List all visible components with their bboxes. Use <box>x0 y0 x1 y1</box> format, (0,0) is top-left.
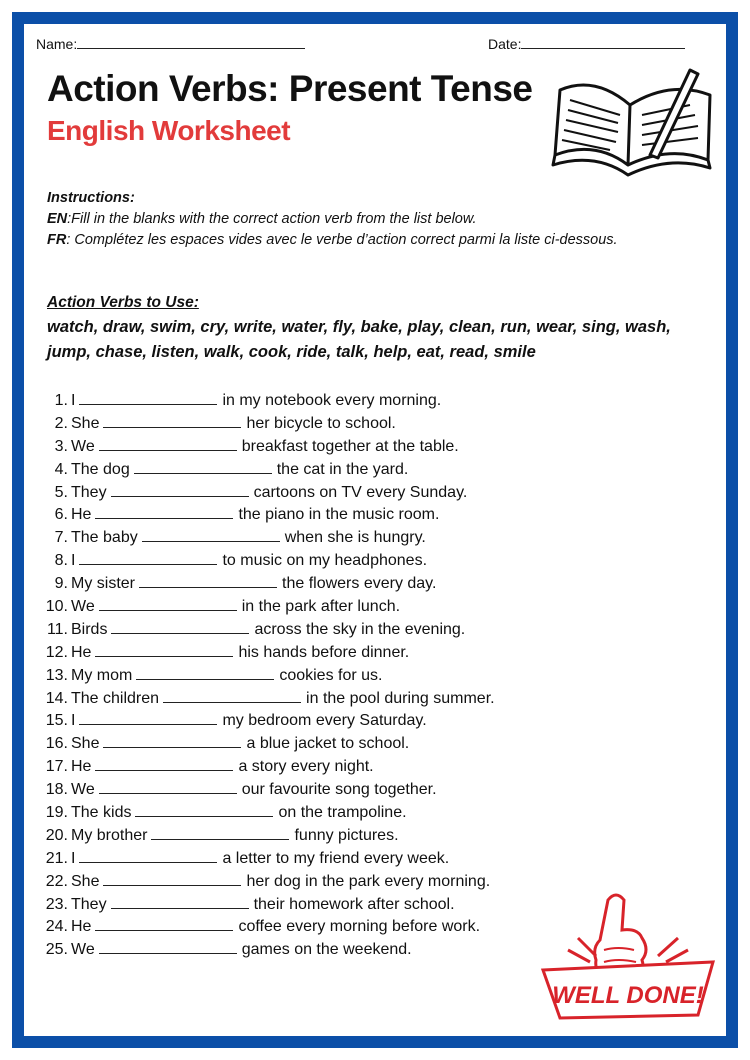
date-label: Date: <box>488 36 522 52</box>
item-subject: My brother <box>71 826 148 844</box>
exercise-item <box>40 573 495 596</box>
answer-blank[interactable] <box>99 939 237 954</box>
name-label: Name: <box>36 36 78 52</box>
item-rest: to music on my headphones. <box>222 552 428 570</box>
name-line[interactable] <box>77 36 305 49</box>
item-subject: I <box>71 712 76 730</box>
item-subject: They <box>71 895 107 913</box>
item-subject: The baby <box>71 529 138 547</box>
item-rest: in the park after lunch. <box>241 598 401 616</box>
name-field[interactable] <box>36 36 305 52</box>
exercise-item <box>40 504 495 527</box>
item-subject: The children <box>71 689 160 707</box>
item-number: 3. <box>54 437 68 455</box>
book-pen-icon <box>550 60 720 180</box>
date-line[interactable] <box>521 36 685 49</box>
answer-blank[interactable] <box>135 802 273 817</box>
item-subject: I <box>71 552 76 570</box>
exercise-item <box>40 710 495 733</box>
item-subject: They <box>71 483 107 501</box>
well-done-badge <box>538 890 718 1025</box>
answer-blank[interactable] <box>79 710 217 725</box>
exercise-item <box>40 733 495 756</box>
verb-bank-heading: Action Verbs to Use: <box>47 294 199 311</box>
answer-blank[interactable] <box>151 825 289 840</box>
item-rest: in the pool during summer. <box>306 689 495 707</box>
item-subject: He <box>71 918 92 936</box>
item-rest: games on the weekend. <box>241 941 412 959</box>
item-rest: cookies for us. <box>279 666 383 684</box>
item-number: 10. <box>45 598 68 616</box>
exercise-item <box>40 619 495 642</box>
answer-blank[interactable] <box>95 642 233 657</box>
answer-blank[interactable] <box>111 619 249 634</box>
item-number: 21. <box>45 849 68 867</box>
item-number: 23. <box>45 895 68 913</box>
item-rest: on the trampoline. <box>278 804 407 822</box>
en-text: :Fill in the blanks with the correct action verb from the list below. <box>67 211 477 227</box>
item-subject: We <box>71 941 95 959</box>
item-rest: across the sky in the evening. <box>254 620 466 638</box>
exercise-item <box>40 527 495 550</box>
exercise-item <box>40 665 495 688</box>
item-number: 25. <box>45 941 68 959</box>
answer-blank[interactable] <box>163 688 301 703</box>
exercise-item <box>40 596 495 619</box>
item-rest: coffee every morning before work. <box>238 918 481 936</box>
item-rest: the piano in the music room. <box>238 506 440 524</box>
exercise-item <box>40 390 495 413</box>
item-subject: I <box>71 392 76 409</box>
item-rest: when she is hungry. <box>284 529 426 547</box>
item-subject: We <box>71 437 95 455</box>
item-subject: We <box>71 598 95 616</box>
item-rest: his hands before dinner. <box>238 643 410 661</box>
item-rest: the cat in the yard. <box>276 460 409 478</box>
exercise-item <box>40 459 495 482</box>
item-subject: He <box>71 506 92 524</box>
item-rest: her bicycle to school. <box>246 414 396 432</box>
item-rest: funny pictures. <box>294 826 399 844</box>
exercise-item <box>40 756 495 779</box>
item-rest: in my notebook every morning. <box>222 392 442 409</box>
item-subject: We <box>71 781 95 799</box>
item-number: 4. <box>54 460 68 478</box>
date-field[interactable] <box>488 36 685 52</box>
instructions-en <box>47 209 618 230</box>
answer-blank[interactable] <box>99 779 237 794</box>
exercise-item <box>40 550 495 573</box>
exercise-item <box>40 916 495 939</box>
item-rest: cartoons on TV every Sunday. <box>253 483 468 501</box>
item-subject: She <box>71 872 100 890</box>
item-number: 1. <box>54 392 68 409</box>
item-number: 2. <box>54 414 68 432</box>
answer-blank[interactable] <box>136 665 274 680</box>
answer-blank[interactable] <box>95 916 233 931</box>
item-number: 12. <box>45 643 68 661</box>
item-number: 7. <box>54 529 68 547</box>
item-rest: a letter to my friend every week. <box>222 849 450 867</box>
item-number: 15. <box>45 712 68 730</box>
exercise-item <box>40 802 495 825</box>
item-rest: the flowers every day. <box>282 575 437 593</box>
item-rest: my bedroom every Saturday. <box>222 712 427 730</box>
fr-text: : Complétez les espaces vides avec le verbe d’action correct parmi la liste ci-dessous. <box>66 232 618 248</box>
item-subject: I <box>71 849 76 867</box>
answer-blank[interactable] <box>103 871 241 886</box>
page-title: Action Verbs: Present Tense <box>47 68 533 109</box>
item-number: 14. <box>45 689 68 707</box>
item-subject: She <box>71 414 100 432</box>
answer-blank[interactable] <box>95 504 233 519</box>
exercise-item <box>40 642 495 665</box>
instructions-fr <box>47 230 618 251</box>
answer-blank[interactable] <box>79 390 217 405</box>
item-number: 8. <box>54 552 68 570</box>
item-number: 19. <box>45 804 68 822</box>
item-subject: He <box>71 643 92 661</box>
item-number: 24. <box>45 918 68 936</box>
fr-label: FR <box>47 232 67 248</box>
item-number: 20. <box>45 826 68 844</box>
item-rest: our favourite song together. <box>241 781 437 799</box>
item-number: 13. <box>45 666 68 684</box>
item-subject: My sister <box>71 575 135 593</box>
answer-blank[interactable] <box>134 459 272 474</box>
answer-blank[interactable] <box>111 482 249 497</box>
exercise-item <box>40 848 495 871</box>
exercise-item <box>40 688 495 711</box>
item-number: 6. <box>54 506 68 524</box>
answer-blank[interactable] <box>99 436 237 451</box>
page-subtitle: English Worksheet <box>47 115 291 146</box>
instructions-heading: Instructions: <box>47 190 135 206</box>
en-label: EN <box>47 211 68 227</box>
verb-list: watch, draw, swim, cry, write, water, fly, bake, play, clean, run, wear, sing, wash, jump, chase, listen, walk, cook, ride, talk, help, eat, read, smile <box>47 318 671 361</box>
item-number: 17. <box>45 758 68 776</box>
exercise-item <box>40 894 495 917</box>
item-subject: She <box>71 735 100 753</box>
exercise-item <box>40 825 495 848</box>
item-number: 11. <box>46 620 68 638</box>
answer-blank[interactable] <box>95 756 233 771</box>
exercise-item <box>40 779 495 802</box>
item-subject: Birds <box>71 620 108 638</box>
item-rest: a story every night. <box>238 758 374 776</box>
answer-blank[interactable] <box>139 573 277 588</box>
exercise-item <box>40 413 495 436</box>
item-rest: her dog in the park every morning. <box>246 872 491 890</box>
item-number: 22. <box>45 872 68 890</box>
answer-blank[interactable] <box>79 550 217 565</box>
exercise-item <box>40 939 495 962</box>
answer-blank[interactable] <box>79 848 217 863</box>
item-number: 18. <box>45 781 68 799</box>
item-number: 5. <box>54 483 68 501</box>
item-subject: He <box>71 758 92 776</box>
answer-blank[interactable] <box>99 596 237 611</box>
verb-bank <box>47 293 697 365</box>
exercise-item <box>40 482 495 505</box>
item-number: 9. <box>54 575 68 593</box>
answer-blank[interactable] <box>103 733 241 748</box>
answer-blank[interactable] <box>142 527 280 542</box>
item-rest: breakfast together at the table. <box>241 437 459 455</box>
instructions <box>47 188 618 251</box>
item-subject: The dog <box>71 460 130 478</box>
exercise-item <box>40 871 495 894</box>
item-subject: The kids <box>71 804 132 822</box>
well-done-text: WELL DONE! <box>552 982 704 1009</box>
item-number: 16. <box>45 735 68 753</box>
exercise-list <box>40 390 495 962</box>
answer-blank[interactable] <box>103 413 241 428</box>
answer-blank[interactable] <box>111 894 249 909</box>
item-subject: My mom <box>71 666 133 684</box>
item-rest: their homework after school. <box>253 895 455 913</box>
item-rest: a blue jacket to school. <box>246 735 410 753</box>
exercise-item <box>40 436 495 459</box>
